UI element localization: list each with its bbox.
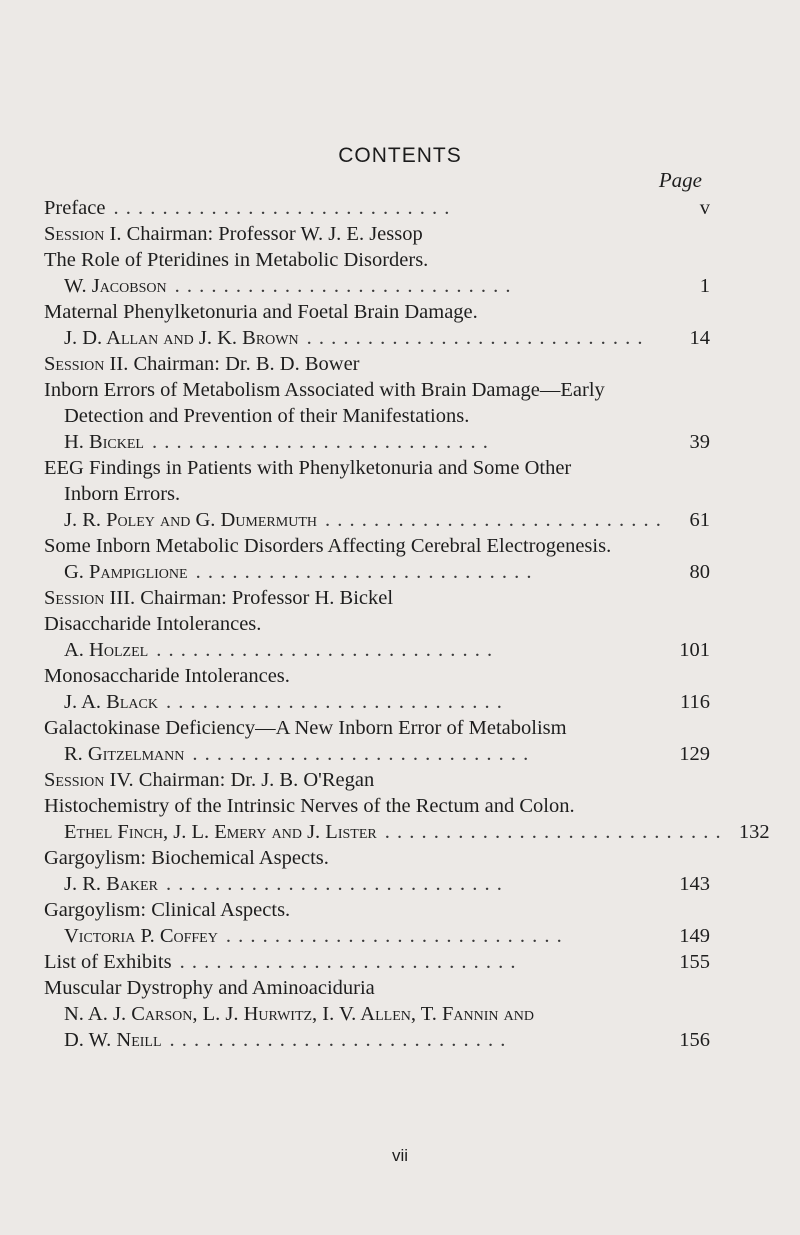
page-ref: 155 bbox=[679, 951, 710, 973]
page-number: vii bbox=[391, 1146, 409, 1165]
dot-leader: . . . . . . . . . . . . . . . . . . . . . . . . . . . . bbox=[225, 925, 563, 947]
author-names: W. Jacobson bbox=[64, 275, 167, 297]
toc-entry bbox=[44, 715, 710, 741]
page-ref: 1 bbox=[699, 275, 710, 297]
toc-entry bbox=[44, 377, 710, 403]
toc-entry bbox=[44, 949, 710, 975]
toc-entry bbox=[44, 793, 710, 819]
toc-entry bbox=[44, 975, 710, 1001]
entry-title: Some Inborn Metabolic Disorders Affecting Cerebral Electrogenesis. bbox=[44, 535, 612, 557]
session-chairman: II. Chairman: Dr. B. D. Bower bbox=[104, 353, 360, 375]
page-ref: 156 bbox=[679, 1029, 710, 1051]
entry-authors bbox=[44, 1027, 710, 1053]
dot-leader: . . . . . . . . . . . . . . . . . . . . . . . . . . . . bbox=[165, 873, 503, 895]
toc-entry bbox=[44, 897, 710, 923]
dot-leader: . . . . . . . . . . . . . . . . . . . . . . . . . . . . bbox=[174, 275, 512, 297]
dot-leader: . . . . . . . . . . . . . . . . . . . . . . . . . . . . bbox=[306, 327, 644, 349]
author-names: H. Bickel bbox=[64, 431, 144, 453]
entry-title: EEG Findings in Patients with Phenylketonuria and Some Other bbox=[44, 457, 572, 479]
page-ref: 129 bbox=[679, 743, 710, 765]
page-ref: 61 bbox=[689, 509, 710, 531]
session-heading bbox=[44, 767, 710, 793]
entry-title: Monosaccharide Intolerances. bbox=[44, 665, 290, 687]
entry-title: Gargoylism: Clinical Aspects. bbox=[44, 899, 291, 921]
session-label: Session bbox=[44, 587, 105, 609]
entry-authors bbox=[44, 429, 710, 455]
dot-leader: . . . . . . . . . . . . . . . . . . . . . . . . . . . . bbox=[384, 821, 722, 843]
author-names: G. Pampiglione bbox=[64, 561, 188, 583]
dot-leader: . . . . . . . . . . . . . . . . . . . . . . . . . . . . bbox=[113, 197, 451, 219]
page-ref: 101 bbox=[679, 639, 710, 661]
session-heading bbox=[44, 585, 710, 611]
author-names: J. R. Baker bbox=[64, 873, 158, 895]
page-ref: v bbox=[699, 197, 710, 219]
contents-title: CONTENTS bbox=[338, 144, 462, 167]
toc-entry bbox=[44, 195, 710, 221]
page-ref: 80 bbox=[689, 561, 710, 583]
session-chairman: III. Chairman: Professor H. Bickel bbox=[104, 587, 394, 609]
entry-title: The Role of Pteridines in Metabolic Disorders. bbox=[44, 249, 429, 271]
page-column-label: Page bbox=[658, 168, 702, 192]
toc-entry bbox=[44, 845, 710, 871]
dot-leader: . . . . . . . . . . . . . . . . . . . . . . . . . . . . bbox=[165, 691, 503, 713]
session-heading bbox=[44, 351, 710, 377]
entry-authors bbox=[44, 923, 710, 949]
author-names: A. Holzel bbox=[64, 639, 149, 661]
session-label: Session bbox=[44, 353, 105, 375]
entry-title: Inborn Errors. bbox=[64, 483, 181, 505]
entry-authors bbox=[44, 637, 710, 663]
entry-authors bbox=[44, 325, 710, 351]
dot-leader: . . . . . . . . . . . . . . . . . . . . . . . . . . . . bbox=[325, 509, 662, 531]
entry-title: Maternal Phenylketonuria and Foetal Brain Damage. bbox=[44, 301, 478, 323]
entry-title: Detection and Prevention of their Manifestations. bbox=[64, 405, 470, 427]
page-ref: 116 bbox=[680, 691, 710, 713]
entry-authors bbox=[44, 507, 710, 533]
author-names: D. W. Neill bbox=[64, 1029, 162, 1051]
author-names: J. D. Allan and J. K. Brown bbox=[64, 327, 299, 349]
entry-authors bbox=[44, 689, 710, 715]
toc-entry bbox=[44, 299, 710, 325]
author-names: J. R. Poley and G. Dumermuth bbox=[64, 509, 317, 531]
page-ref: 132 bbox=[738, 821, 770, 843]
entry-title: Gargoylism: Biochemical Aspects. bbox=[44, 847, 329, 869]
author-names: Victoria P. Coffey bbox=[64, 925, 218, 947]
session-heading bbox=[44, 221, 710, 247]
toc-entry bbox=[44, 455, 710, 481]
dot-leader: . . . . . . . . . . . . . . . . . . . . . . . . . . . . bbox=[192, 743, 530, 765]
entry-authors bbox=[44, 871, 710, 897]
session-label: Session bbox=[44, 769, 105, 791]
dot-leader: . . . . . . . . . . . . . . . . . . . . . . . . . . . . bbox=[151, 431, 489, 453]
toc-entry bbox=[44, 663, 710, 689]
dot-leader: . . . . . . . . . . . . . . . . . . . . . . . . . . . . bbox=[195, 561, 533, 583]
toc-entry bbox=[44, 611, 710, 637]
table-of-contents bbox=[44, 195, 770, 1053]
toc-entry bbox=[44, 481, 710, 507]
entry-title: Galactokinase Deficiency—A New Inborn Error of Metabolism bbox=[44, 717, 567, 739]
dot-leader: . . . . . . . . . . . . . . . . . . . . . . . . . . . . bbox=[179, 951, 517, 973]
entry-title: Preface bbox=[44, 197, 106, 219]
toc-entry bbox=[44, 533, 710, 559]
page-ref: 14 bbox=[689, 327, 710, 349]
page-ref: 149 bbox=[679, 925, 710, 947]
entry-title: Muscular Dystrophy and Aminoaciduria bbox=[44, 977, 375, 999]
author-names: J. A. Black bbox=[64, 691, 158, 713]
toc-entry bbox=[44, 403, 710, 429]
author-names: Ethel Finch, J. L. Emery and J. Lister bbox=[64, 821, 377, 843]
entry-title: Inborn Errors of Metabolism Associated with Brain Damage—Early bbox=[44, 379, 605, 401]
session-chairman: IV. Chairman: Dr. J. B. O'Regan bbox=[104, 769, 375, 791]
session-label: Session bbox=[44, 223, 105, 245]
page-ref: 143 bbox=[679, 873, 710, 895]
dot-leader: . . . . . . . . . . . . . . . . . . . . . . . . . . . . bbox=[156, 639, 494, 661]
entry-authors bbox=[44, 559, 710, 585]
entry-authors bbox=[44, 819, 770, 845]
session-chairman: I. Chairman: Professor W. J. E. Jessop bbox=[104, 223, 423, 245]
entry-title: Histochemistry of the Intrinsic Nerves of the Rectum and Colon. bbox=[44, 795, 575, 817]
page-ref: 39 bbox=[689, 431, 710, 453]
entry-authors bbox=[44, 273, 710, 299]
dot-leader: . . . . . . . . . . . . . . . . . . . . . . . . . . . . bbox=[169, 1029, 507, 1051]
author-names: N. A. J. Carson, L. J. Hurwitz, I. V. Allen, T. Fannin and bbox=[64, 1003, 534, 1025]
entry-authors bbox=[44, 1001, 710, 1027]
author-names: R. Gitzelmann bbox=[64, 743, 185, 765]
entry-title: List of Exhibits bbox=[44, 951, 172, 973]
entry-title: Disaccharide Intolerances. bbox=[44, 613, 262, 635]
entry-authors bbox=[44, 741, 710, 767]
toc-entry bbox=[44, 247, 710, 273]
